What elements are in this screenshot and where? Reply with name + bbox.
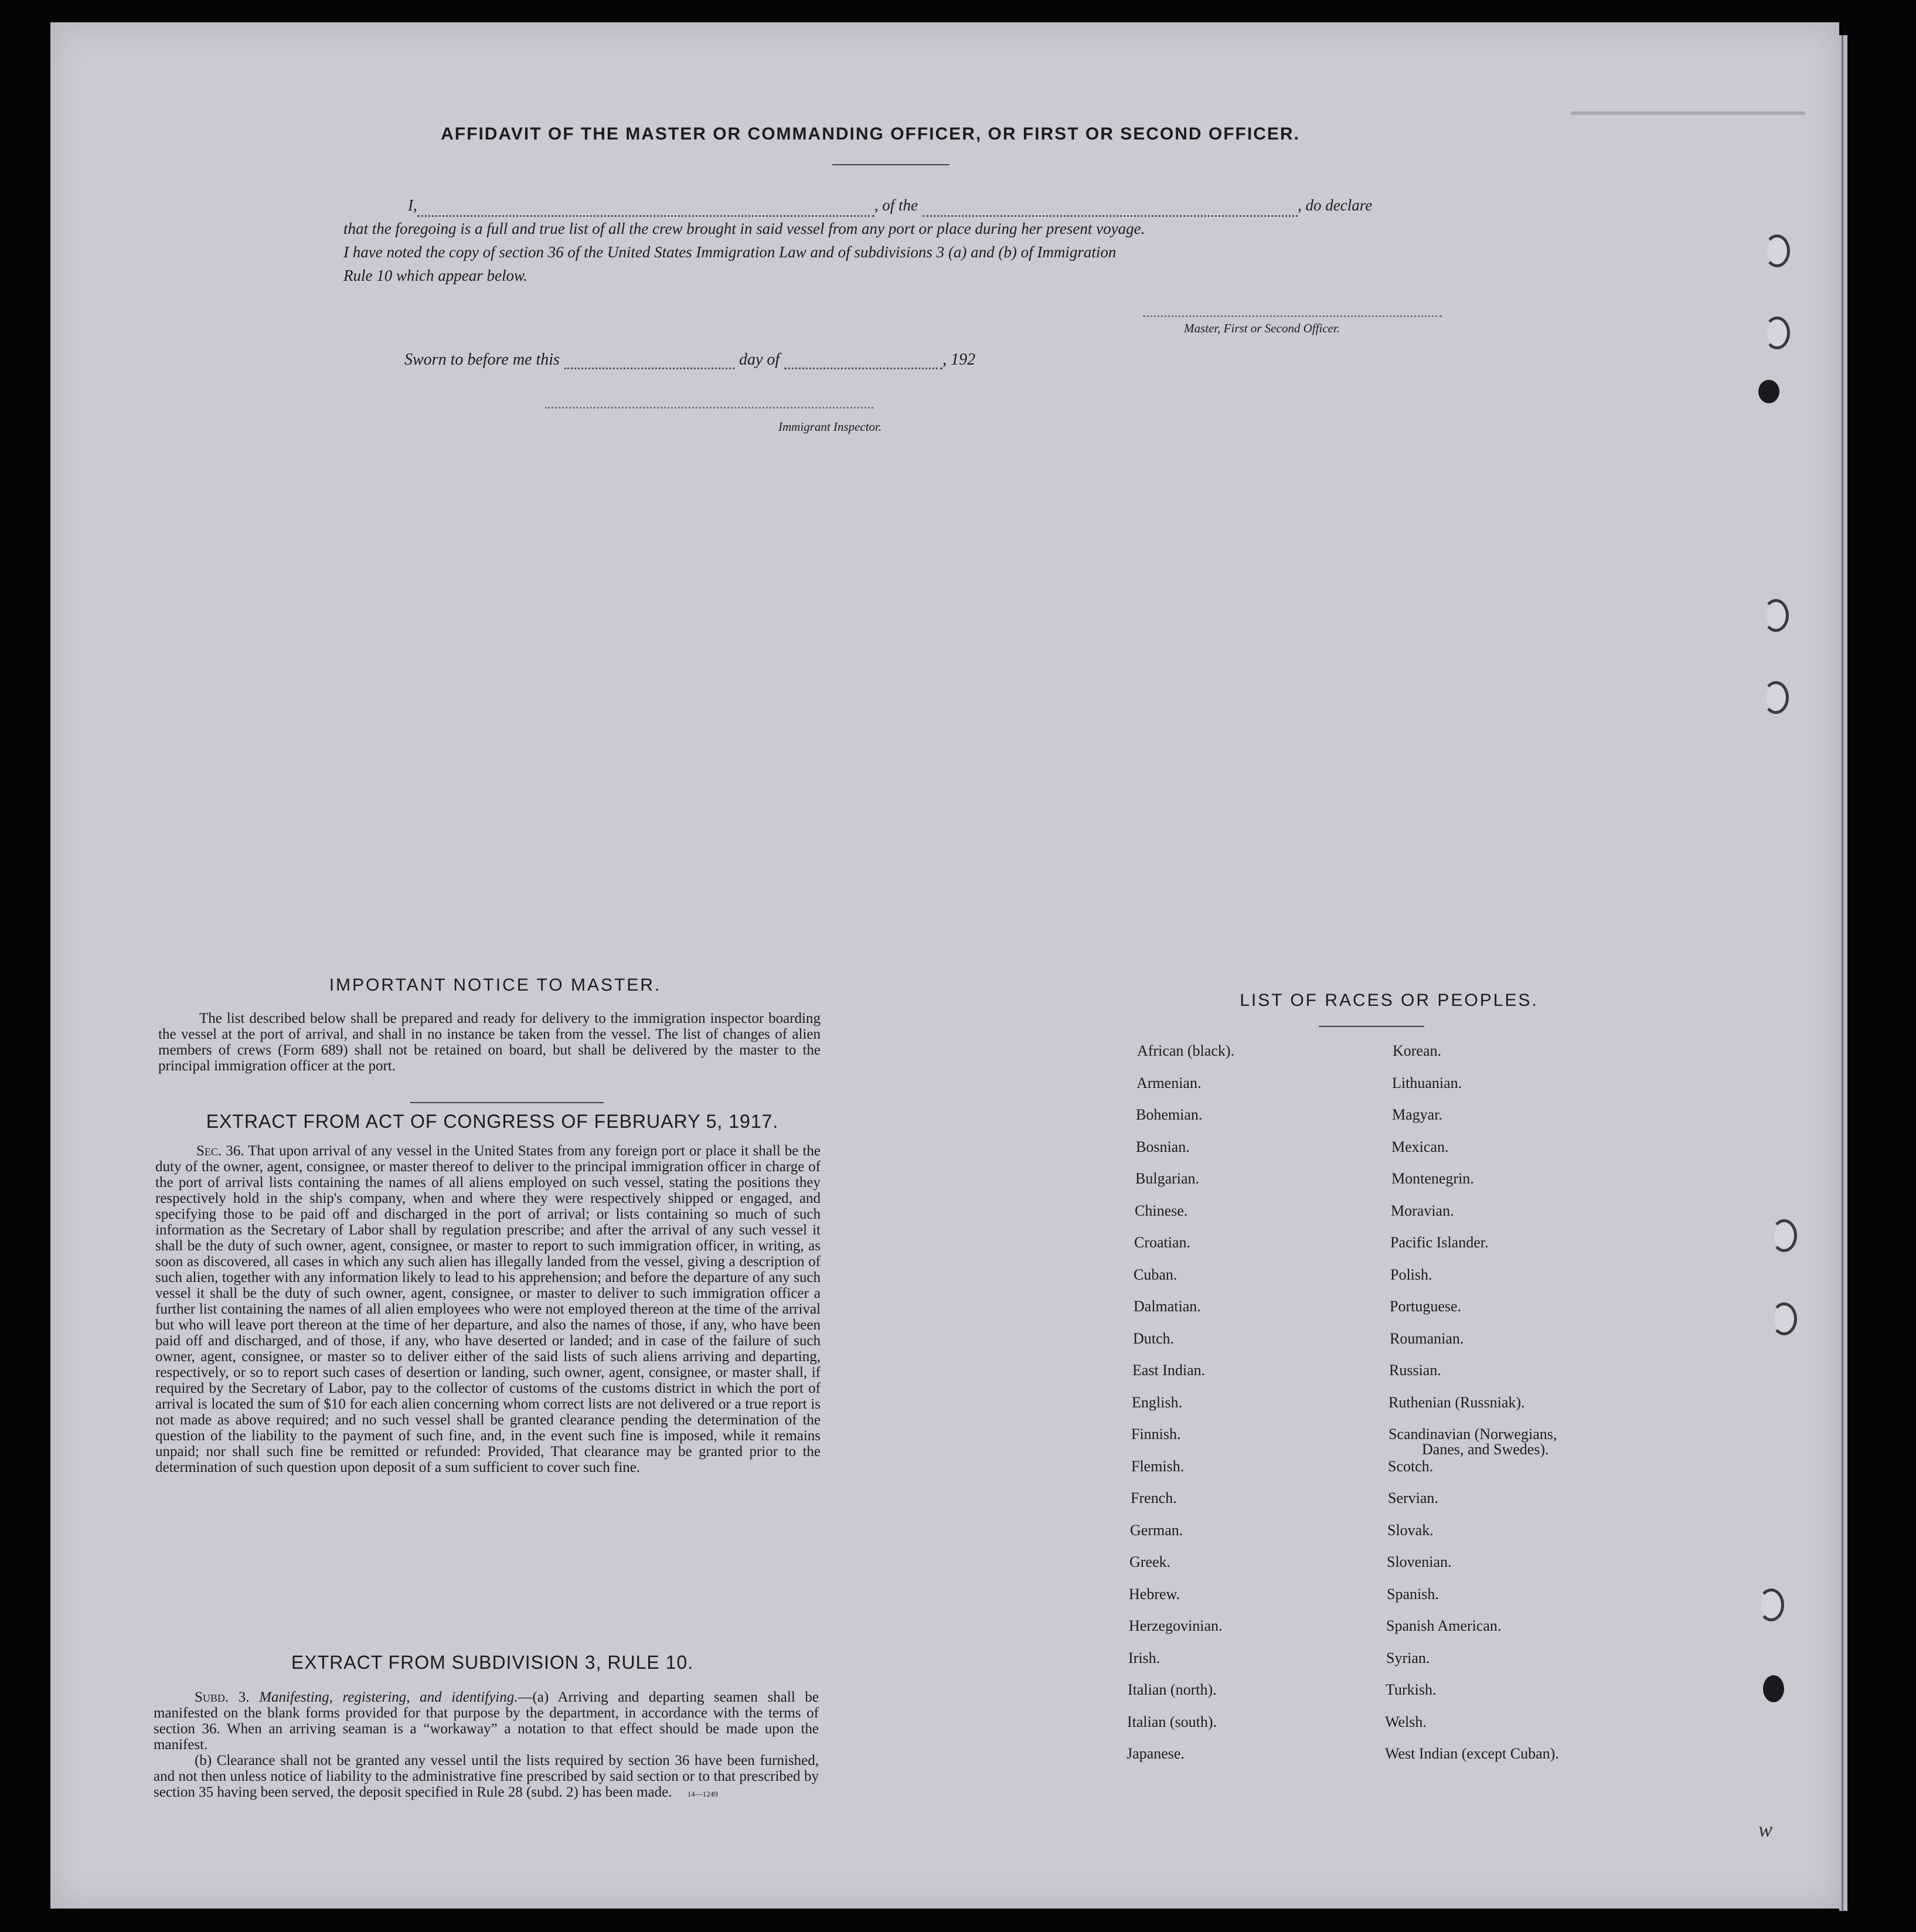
races-title: LIST OF RACES OR PEOPLES. — [1240, 991, 1539, 1010]
inspector-label: Immigrant Inspector. — [778, 420, 882, 434]
bleed-through — [1571, 111, 1805, 121]
subd-label: Subd. 3. — [195, 1689, 250, 1705]
document-page — [50, 22, 1839, 1909]
race-item: Roumanian. — [1390, 1330, 1464, 1347]
act-extract-body: Sec. 36. That upon arrival of any vessel in the United States from any foreign port or place it shall be the duty of the owner, agent, consignee, or master thereof to deliver to the principal immigration officer in charge of the port of arrival lists containing the names of all aliens employed on such vessel, stating the positions they respectively hold in the ship's company, when and where they were respectively shipped or engaged, and specifying those to be paid off and discharged in the port of arrival; or lists containing so much of such information as the Secretary of Labor shall by regulation prescribe; and after the arrival of any such vessel it shall be the duty of such owner, agent, consignee, or master to report to such immigration officer, in writing, as soon as discovered, all cases in which any such alien has illegally landed from the vessel, giving a description of such alien, together with any information likely to lead to his apprehension; and before the departure of any such vessel it shall be the duty of such owner, agent, consignee, or master to deliver to such immigration officer a further list containing the names of all alien employees who were not employed thereon at the time of the arrival but who will leave port thereon at the time of her departure, and also the names of those, if any, who have been paid off and discharged, and of those, if any, who have deserted or landed; and in case of the failure of such owner, agent, consignee, or master so to deliver either of the said lists of such aliens arriving and departing, respectively, or so to report such cases of desertion or landing, such owner, agent, consignee, or master shall, if required by the Secretary of Labor, pay to the collector of customs of the customs district in which the port of arrival is located the sum of $10 for each alien concerning whom correct lists are not delivered or a true report is not made as above required; and no such vessel shall be granted clearance pending the determination of the question of the liability to the payment of such fine, and, in the event such fine is imposed, while it remains unpaid; nor shall such fine be remitted or refunded: Provided, That clearance may be granted prior to the determination of such question upon deposit of a sum sufficient to cover such fine. — [155, 1143, 821, 1475]
binder-hole — [1764, 317, 1790, 349]
race-item: West Indian (except Cuban). — [1385, 1745, 1559, 1762]
binder-hole — [1758, 380, 1779, 403]
act-extract-title: EXTRACT FROM ACT OF CONGRESS OF FEBRUARY 5, 1917. — [206, 1111, 779, 1132]
race-item: Scotch. — [1388, 1458, 1434, 1475]
affidavit-of-the: , of the — [874, 196, 918, 214]
race-item: Greek. — [1129, 1553, 1171, 1570]
race-item: Japanese. — [1127, 1745, 1185, 1762]
race-item: Croatian. — [1134, 1234, 1191, 1251]
race-item: Italian (north). — [1128, 1681, 1217, 1698]
race-item: Spanish American. — [1386, 1617, 1502, 1634]
race-item: Bosnian. — [1136, 1138, 1190, 1155]
race-item: French. — [1131, 1489, 1177, 1506]
master-signature-label: Master, First or Second Officer. — [1184, 321, 1340, 335]
sworn-text: Sworn to before me this — [404, 351, 560, 369]
race-item: German. — [1130, 1522, 1183, 1539]
race-item: Scandinavian (Norwegians, — [1388, 1426, 1557, 1443]
race-item-continuation: Danes, and Swedes). — [1422, 1441, 1549, 1458]
day-blank — [564, 368, 734, 369]
race-item: Bulgarian. — [1135, 1170, 1200, 1187]
race-item: Dutch. — [1133, 1330, 1175, 1347]
race-item: Bohemian. — [1136, 1106, 1203, 1123]
binder-hole — [1763, 681, 1789, 714]
race-item: Herzegovinian. — [1129, 1617, 1223, 1634]
notice-title: IMPORTANT NOTICE TO MASTER. — [329, 975, 662, 995]
race-item: Armenian. — [1136, 1074, 1202, 1091]
race-item: Dalmatian. — [1134, 1298, 1201, 1315]
race-item: Pacific Islander. — [1390, 1234, 1489, 1251]
race-item: East Indian. — [1132, 1362, 1206, 1379]
race-item: Portuguese. — [1390, 1298, 1462, 1315]
race-item: Slovak. — [1387, 1522, 1434, 1539]
binder-hole — [1763, 1675, 1784, 1702]
race-item: Turkish. — [1386, 1681, 1437, 1698]
month-blank — [784, 368, 942, 369]
race-item: Moravian. — [1391, 1202, 1454, 1219]
form-number: 14—1249 — [687, 1790, 718, 1798]
race-item: Irish. — [1128, 1649, 1161, 1666]
affidavit-body — [343, 193, 1445, 287]
race-item: African (black). — [1137, 1042, 1235, 1059]
race-item: Russian. — [1389, 1362, 1441, 1379]
race-item: Mexican. — [1391, 1138, 1449, 1155]
race-item: Polish. — [1390, 1266, 1432, 1283]
affidavit-line3: I have noted the copy of section 36 of the United States Immigration Law and of subdivisions 3 (a) and (b) of Immigration — [343, 243, 1117, 261]
race-item: Korean. — [1393, 1042, 1442, 1059]
affidavit-i: I, — [408, 196, 417, 214]
affidavit-title: AFFIDAVIT OF THE MASTER OR COMMANDING OFFICER, OR FIRST OR SECOND OFFICER. — [441, 124, 1300, 144]
master-signature-line — [1143, 315, 1442, 317]
race-item: Hebrew. — [1129, 1586, 1180, 1603]
sworn-line — [404, 351, 975, 369]
handwritten-mark: w — [1758, 1818, 1773, 1841]
race-item: English. — [1132, 1394, 1182, 1411]
race-item: Slovenian. — [1387, 1553, 1452, 1570]
race-item: Italian (south). — [1127, 1713, 1217, 1730]
race-item: Welsh. — [1385, 1713, 1427, 1730]
binder-hole — [1763, 599, 1789, 632]
race-item: Ruthenian (Russniak). — [1388, 1394, 1525, 1411]
title-underline — [832, 164, 950, 165]
subd-heading: Manifesting, registering, and identifying. — [259, 1689, 518, 1705]
race-item: Cuban. — [1134, 1266, 1177, 1283]
sec-label: Sec. 36. — [196, 1143, 244, 1159]
race-item: Syrian. — [1386, 1649, 1430, 1666]
rule-extract-title: EXTRACT FROM SUBDIVISION 3, RULE 10. — [291, 1652, 694, 1673]
race-item: Lithuanian. — [1392, 1074, 1462, 1091]
race-item: Servian. — [1388, 1489, 1438, 1506]
race-item: Finnish. — [1131, 1426, 1181, 1443]
binder-hole — [1764, 234, 1790, 267]
race-item: Magyar. — [1392, 1106, 1442, 1123]
notice-body: The list described below shall be prepared and ready for delivery to the immigration inspector boarding the vessel at the port of arrival, and shall in no instance be taken from the vessel. The list of changes of alien members of crews (Form 689) shall not be retained on board, but shall be delivered by the master to the principal immigration officer at the port. — [158, 1011, 821, 1074]
race-item: Spanish. — [1387, 1586, 1439, 1603]
binder-hole — [1771, 1219, 1797, 1252]
affidavit-line4: Rule 10 which appear below. — [343, 267, 528, 284]
affidavit-declare: , do declare — [1298, 196, 1373, 214]
page-edge — [1839, 35, 1847, 1911]
inspector-signature-line — [545, 407, 873, 409]
binder-hole — [1771, 1302, 1797, 1335]
notice-divider — [410, 1102, 604, 1103]
day-of: day of — [739, 351, 780, 369]
binder-hole — [1758, 1589, 1784, 1621]
rule-extract-body: Subd. 3. Manifesting, registering, and identifying.—(a) Arriving and departing seamen shall be manifested on the blank forms provided for that purpose by the department, in accordance with the terms of section 36. When an arriving seaman is a “workaway” a notation to that effect should be made upon the manifest. (b) Clearance shall not be granted any vessel until the lists required by section 36 have been furnished, and not then unless notice of liability to the administrative fine prescribed by said section or to that prescribed by section 35 having been served, the deposit specified in Rule 28 (subd. 2) has been made. 14—1249 — [154, 1689, 819, 1800]
race-item: Chinese. — [1135, 1202, 1188, 1219]
year: , 192 — [942, 351, 976, 369]
affidavit-line2: that the foregoing is a full and true list of all the crew brought in said vessel from any port or place during her present voyage. — [343, 220, 1145, 237]
races-divider — [1319, 1026, 1424, 1027]
race-item: Flemish. — [1131, 1458, 1185, 1475]
race-item: Montenegrin. — [1391, 1170, 1474, 1187]
